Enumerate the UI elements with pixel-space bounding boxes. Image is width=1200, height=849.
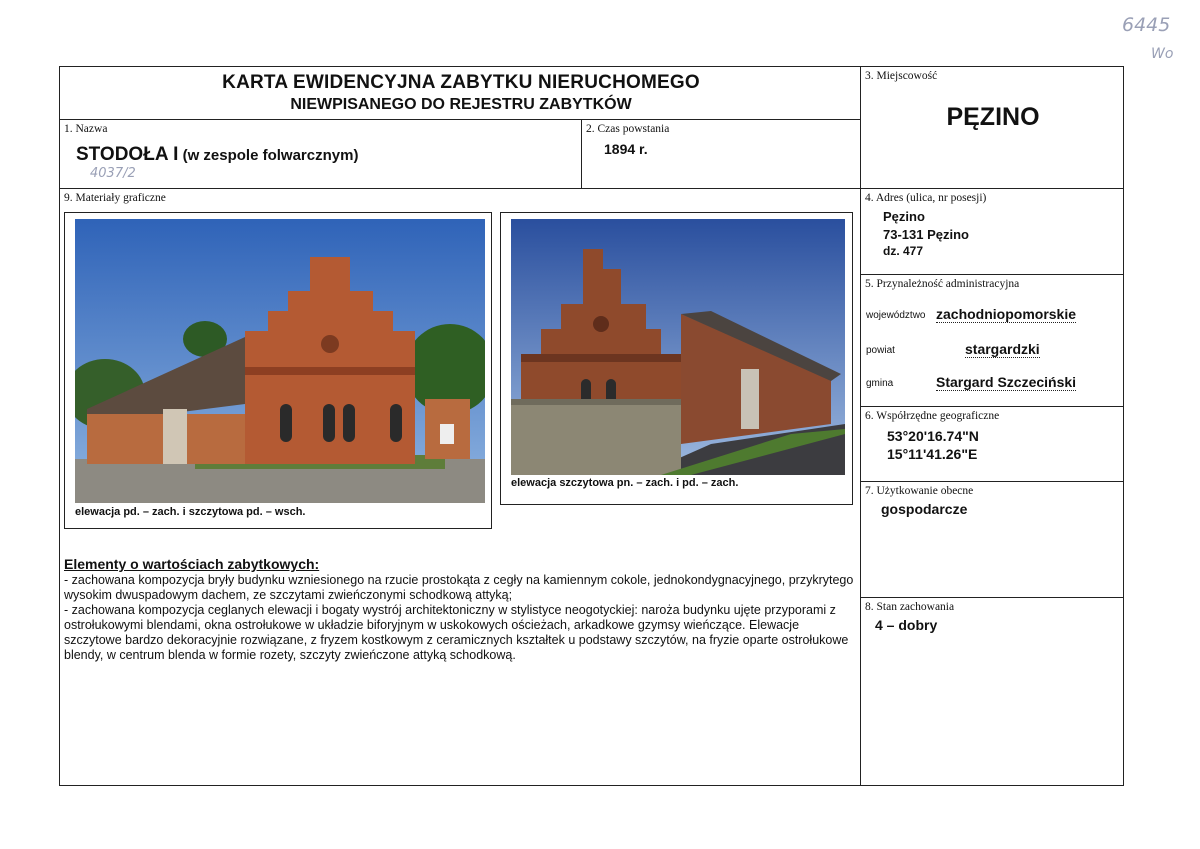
date-value: 1894 r. (604, 141, 648, 157)
heritage-paragraph-2: - zachowana kompozycja ceglanych elewacji i bogaty wystrój architektoniczny w stylistyce neogotyckiej: naroża budynku ujęte przyporami z ostrołukowymi blendami, okna ostrołukowe w układzie biforyjnym w uskokowych ościeżach, arkadkowe gzymsy wieńczące. Elewacje szczytowe bardzo dekoracyjnie rozwiązane, z fryzem kostkowym z ceramicznych kształtek u podstawy szczytów, na fryzie oparte ostrołukowe blendy, w centrum blenda w formie rozety, szczyty zwieńczone attyką schodkową. (64, 603, 849, 662)
voivodeship-label: województwo (866, 310, 926, 321)
photo-caption-1: elewacja pd. – zach. i szczytowa pd. – wsch. (75, 506, 306, 518)
longitude-value: 15°11'41.26"E (887, 446, 978, 462)
handwritten-name-note: 4037/2 (90, 166, 136, 181)
name-value (76, 144, 358, 166)
condition-field (860, 597, 1124, 786)
commune-label: gmina (866, 378, 894, 389)
admin-field (860, 274, 1124, 407)
address-line-3: dz. 477 (883, 244, 924, 258)
admin-label: 5. Przynależność administracyjna (865, 278, 1020, 290)
condition-value: 4 – dobry (875, 617, 938, 633)
date-field (581, 119, 861, 189)
commune-value: Stargard Szczeciński (936, 374, 1077, 390)
barn-photo-2-image (511, 219, 845, 475)
locality-field (860, 66, 1124, 189)
handwritten-number: 6445 (1122, 14, 1171, 36)
latitude-value: 53°20'16.74"N (887, 428, 979, 444)
locality-label: 3. Miejscowość (865, 70, 938, 82)
graphics-label: 9. Materiały graficzne (64, 192, 166, 204)
photo-frame-2 (500, 212, 853, 505)
card-title: KARTA EWIDENCYJNA ZABYTKU NIERUCHOMEGO (222, 72, 700, 93)
county-label: powiat (866, 345, 895, 356)
date-label: 2. Czas powstania (586, 123, 670, 135)
barn-photo-1 (75, 219, 485, 503)
photo-frame-1 (64, 212, 492, 529)
address-line-1: Pęzino (883, 209, 925, 224)
county-value: stargardzki (965, 341, 1040, 357)
usage-label: 7. Użytkowanie obecne (865, 485, 974, 497)
heritage-heading: Elementy o wartościach zabytkowych: (64, 556, 320, 572)
photo-caption-2: elewacja szczytowa pn. – zach. i pd. – zach. (511, 477, 739, 489)
barn-photo-2 (511, 219, 845, 475)
title-box (59, 66, 861, 120)
card-subtitle: NIEWPISANEGO DO REJESTRU ZABYTKÓW (290, 96, 632, 113)
heritage-paragraph-1: - zachowana kompozycja bryły budynku wzniesionego na rzucie prostokąta z cegły na kamiennym cokole, jednokondygnacyjnego, przykrytego wysokim dwuspadowym dachem, ze szczytami zwieńczonymi schodkową attyką; (64, 573, 854, 602)
address-field (860, 188, 1124, 275)
usage-value: gospodarcze (881, 501, 968, 517)
coords-label: 6. Współrzędne geograficzne (865, 410, 1000, 422)
voivodeship-value: zachodniopomorskie (936, 306, 1077, 322)
name-detail: (w zespole folwarcznym) (178, 147, 359, 164)
handwritten-initials: Wo (1151, 46, 1174, 62)
usage-field (860, 481, 1124, 598)
heritage-description (64, 556, 856, 663)
barn-photo-1-image (75, 219, 485, 503)
name-field (59, 119, 582, 189)
address-line-2: 73-131 Pęzino (883, 227, 969, 242)
coords-field (860, 406, 1124, 482)
locality-value: PĘZINO (946, 103, 1040, 131)
name-main: STODOŁA I (76, 144, 179, 165)
address-label: 4. Adres (ulica, nr posesji) (865, 192, 987, 204)
condition-label: 8. Stan zachowania (865, 601, 955, 613)
name-label: 1. Nazwa (64, 123, 108, 135)
